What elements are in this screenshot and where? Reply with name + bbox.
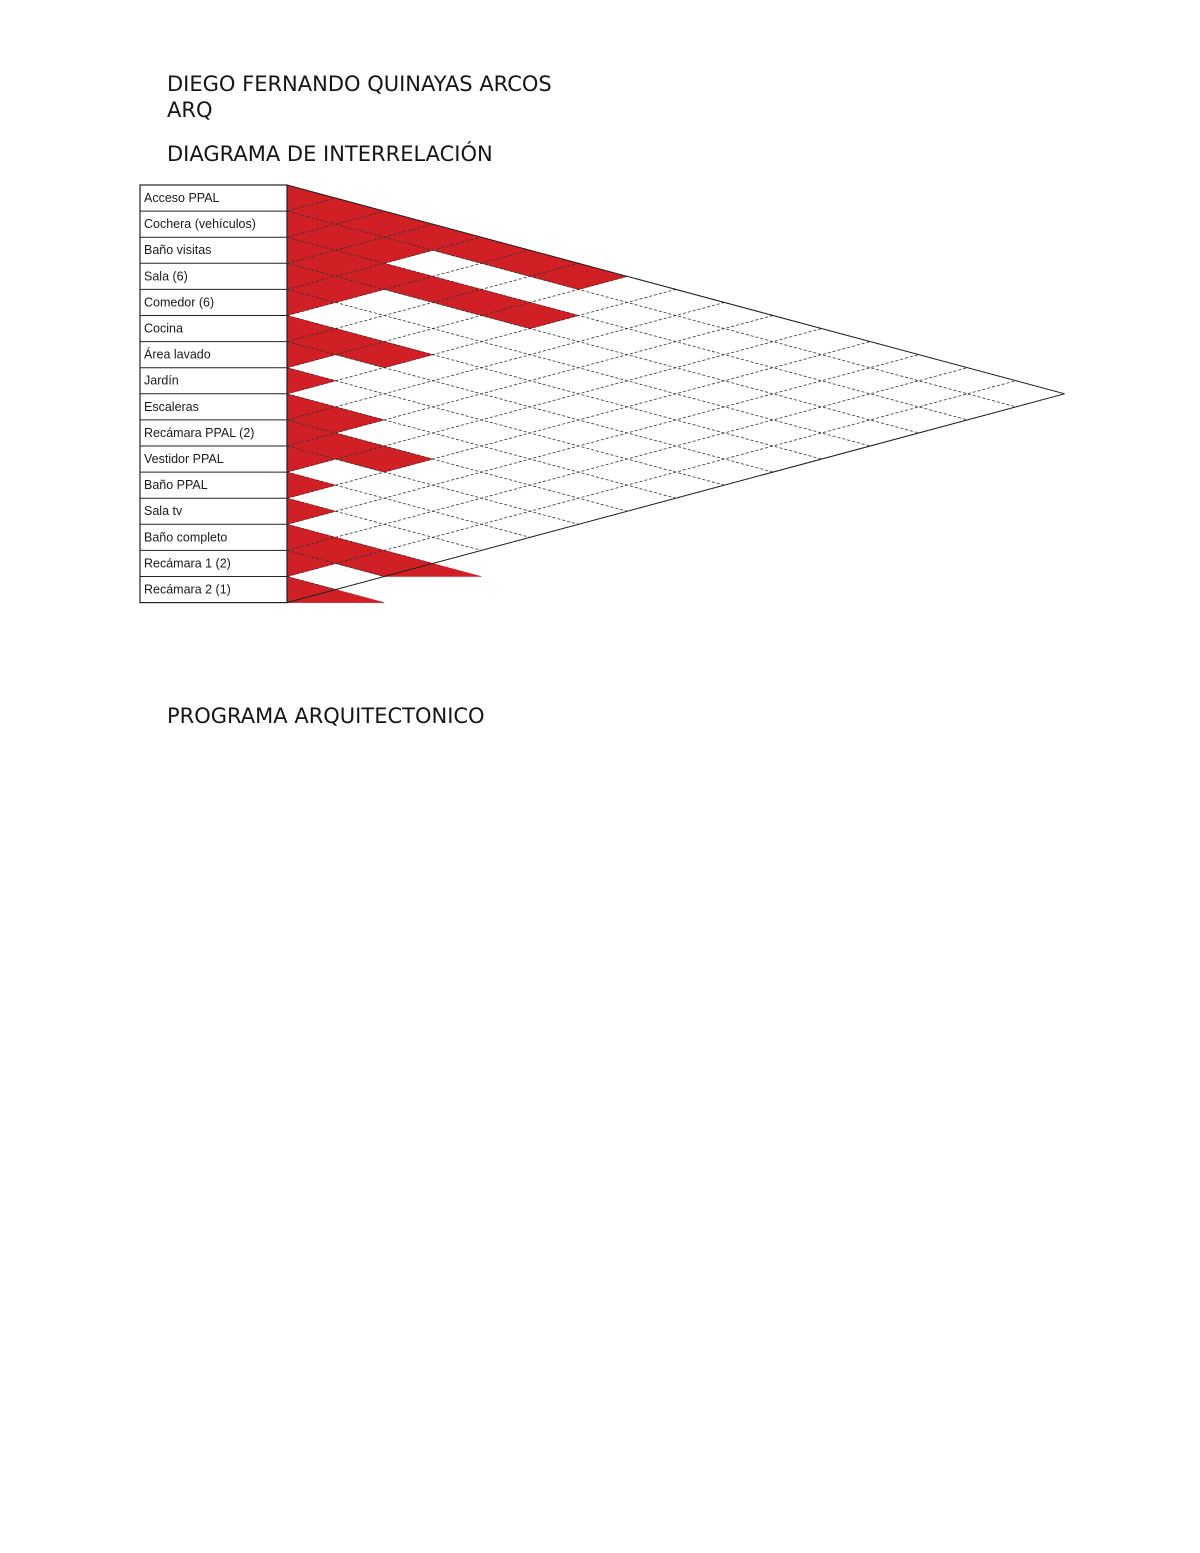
relation-cell bbox=[287, 368, 336, 394]
relation-cell bbox=[287, 472, 336, 498]
diagram-title: DIAGRAMA DE INTERRELACIÓN bbox=[167, 142, 493, 166]
space-label: Recámara 2 (1) bbox=[144, 582, 231, 597]
space-label: Baño visitas bbox=[144, 243, 212, 258]
author-name: DIEGO FERNANDO QUINAYAS ARCOS bbox=[167, 72, 552, 96]
space-label: Comedor (6) bbox=[144, 295, 215, 310]
grid-line-descending bbox=[287, 316, 822, 460]
grid-line-descending bbox=[287, 420, 627, 511]
space-label: Área lavado bbox=[144, 347, 211, 362]
space-label: Jardín bbox=[144, 373, 179, 388]
relation-cell bbox=[287, 498, 336, 524]
space-label: Sala tv bbox=[144, 504, 183, 519]
space-label: Recámara PPAL (2) bbox=[144, 425, 255, 440]
space-label: Cochera (vehículos) bbox=[144, 217, 256, 232]
document-subtitle: ARQ bbox=[167, 98, 213, 122]
space-label: Cocina bbox=[144, 321, 183, 336]
space-label: Baño completo bbox=[144, 530, 228, 545]
grid-line-ascending bbox=[287, 381, 1016, 577]
spaces-table bbox=[140, 185, 287, 603]
grid-line-ascending bbox=[287, 355, 919, 525]
relation-cells bbox=[287, 185, 627, 603]
space-label: Vestidor PPAL bbox=[144, 452, 224, 466]
grid-line-descending bbox=[287, 472, 530, 537]
space-label: Sala (6) bbox=[144, 269, 188, 284]
space-label: Escaleras bbox=[144, 399, 199, 414]
program-title: PROGRAMA ARQUITECTONICO bbox=[167, 704, 485, 728]
interrelation-diagram bbox=[0, 0, 1200, 640]
space-label: Recámara 1 (2) bbox=[144, 556, 231, 571]
space-label: Acceso PPAL bbox=[144, 191, 220, 205]
space-label: Baño PPAL bbox=[144, 478, 208, 493]
